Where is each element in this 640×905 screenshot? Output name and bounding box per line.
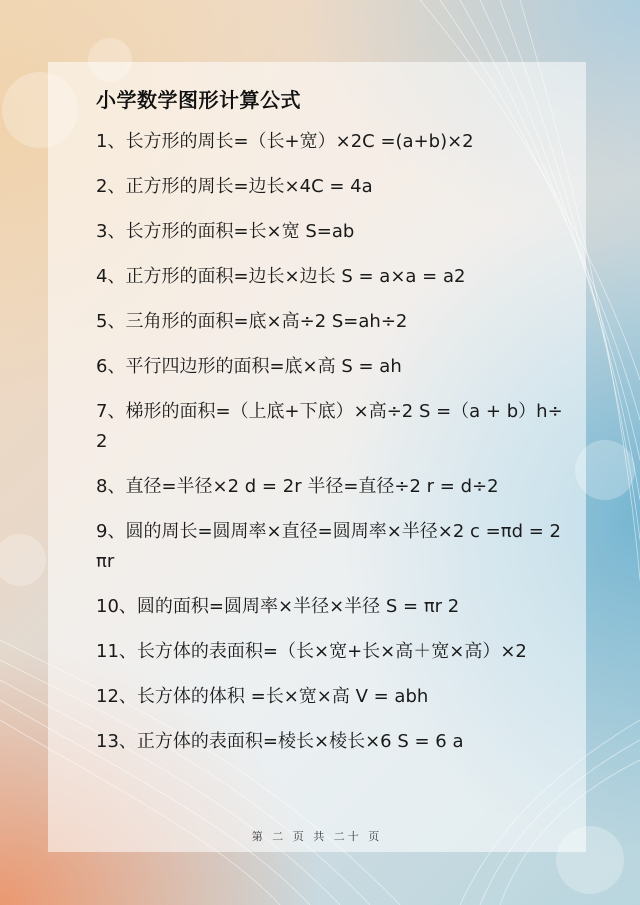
formula-item: 5、三角形的面积=底×高÷2 S=ah÷2	[96, 311, 408, 332]
formula-item: 12、长方体的体积 =长×宽×高 V = abh	[96, 686, 429, 707]
document-title: 小学数学图形计算公式	[96, 88, 301, 112]
formula-item: 7、梯形的面积=（上底+下底）×高÷2 S =（a + b）h÷2	[96, 401, 563, 452]
formula-item: 13、正方体的表面积=棱长×棱长×6 S = 6 a	[96, 731, 464, 752]
formula-item: 1、长方形的周长=（长+宽）×2C =(a+b)×2	[96, 131, 474, 152]
formula-item: 9、圆的周长=圆周率×直径=圆周率×半径×2 c =πd = 2πr	[96, 521, 561, 572]
formula-item: 11、长方体的表面积=（长×宽+长×高＋宽×高）×2	[96, 641, 527, 662]
page-number: 第 二 页 共 二十 页	[251, 830, 383, 843]
formula-item: 3、长方形的面积=长×宽 S=ab	[96, 221, 355, 242]
formula-item: 10、圆的面积=圆周率×半径×半径 S = πr 2	[96, 596, 460, 617]
formula-item: 6、平行四边形的面积=底×高 S = ah	[96, 356, 402, 377]
formula-item: 4、正方形的面积=边长×边长 S = a×a = a2	[96, 266, 466, 287]
formula-list	[96, 127, 564, 757]
formula-item: 8、直径=半径×2 d = 2r 半径=直径÷2 r = d÷2	[96, 476, 499, 497]
content-card	[48, 62, 586, 852]
formula-item: 2、正方形的周长=边长×4C = 4a	[96, 176, 373, 197]
